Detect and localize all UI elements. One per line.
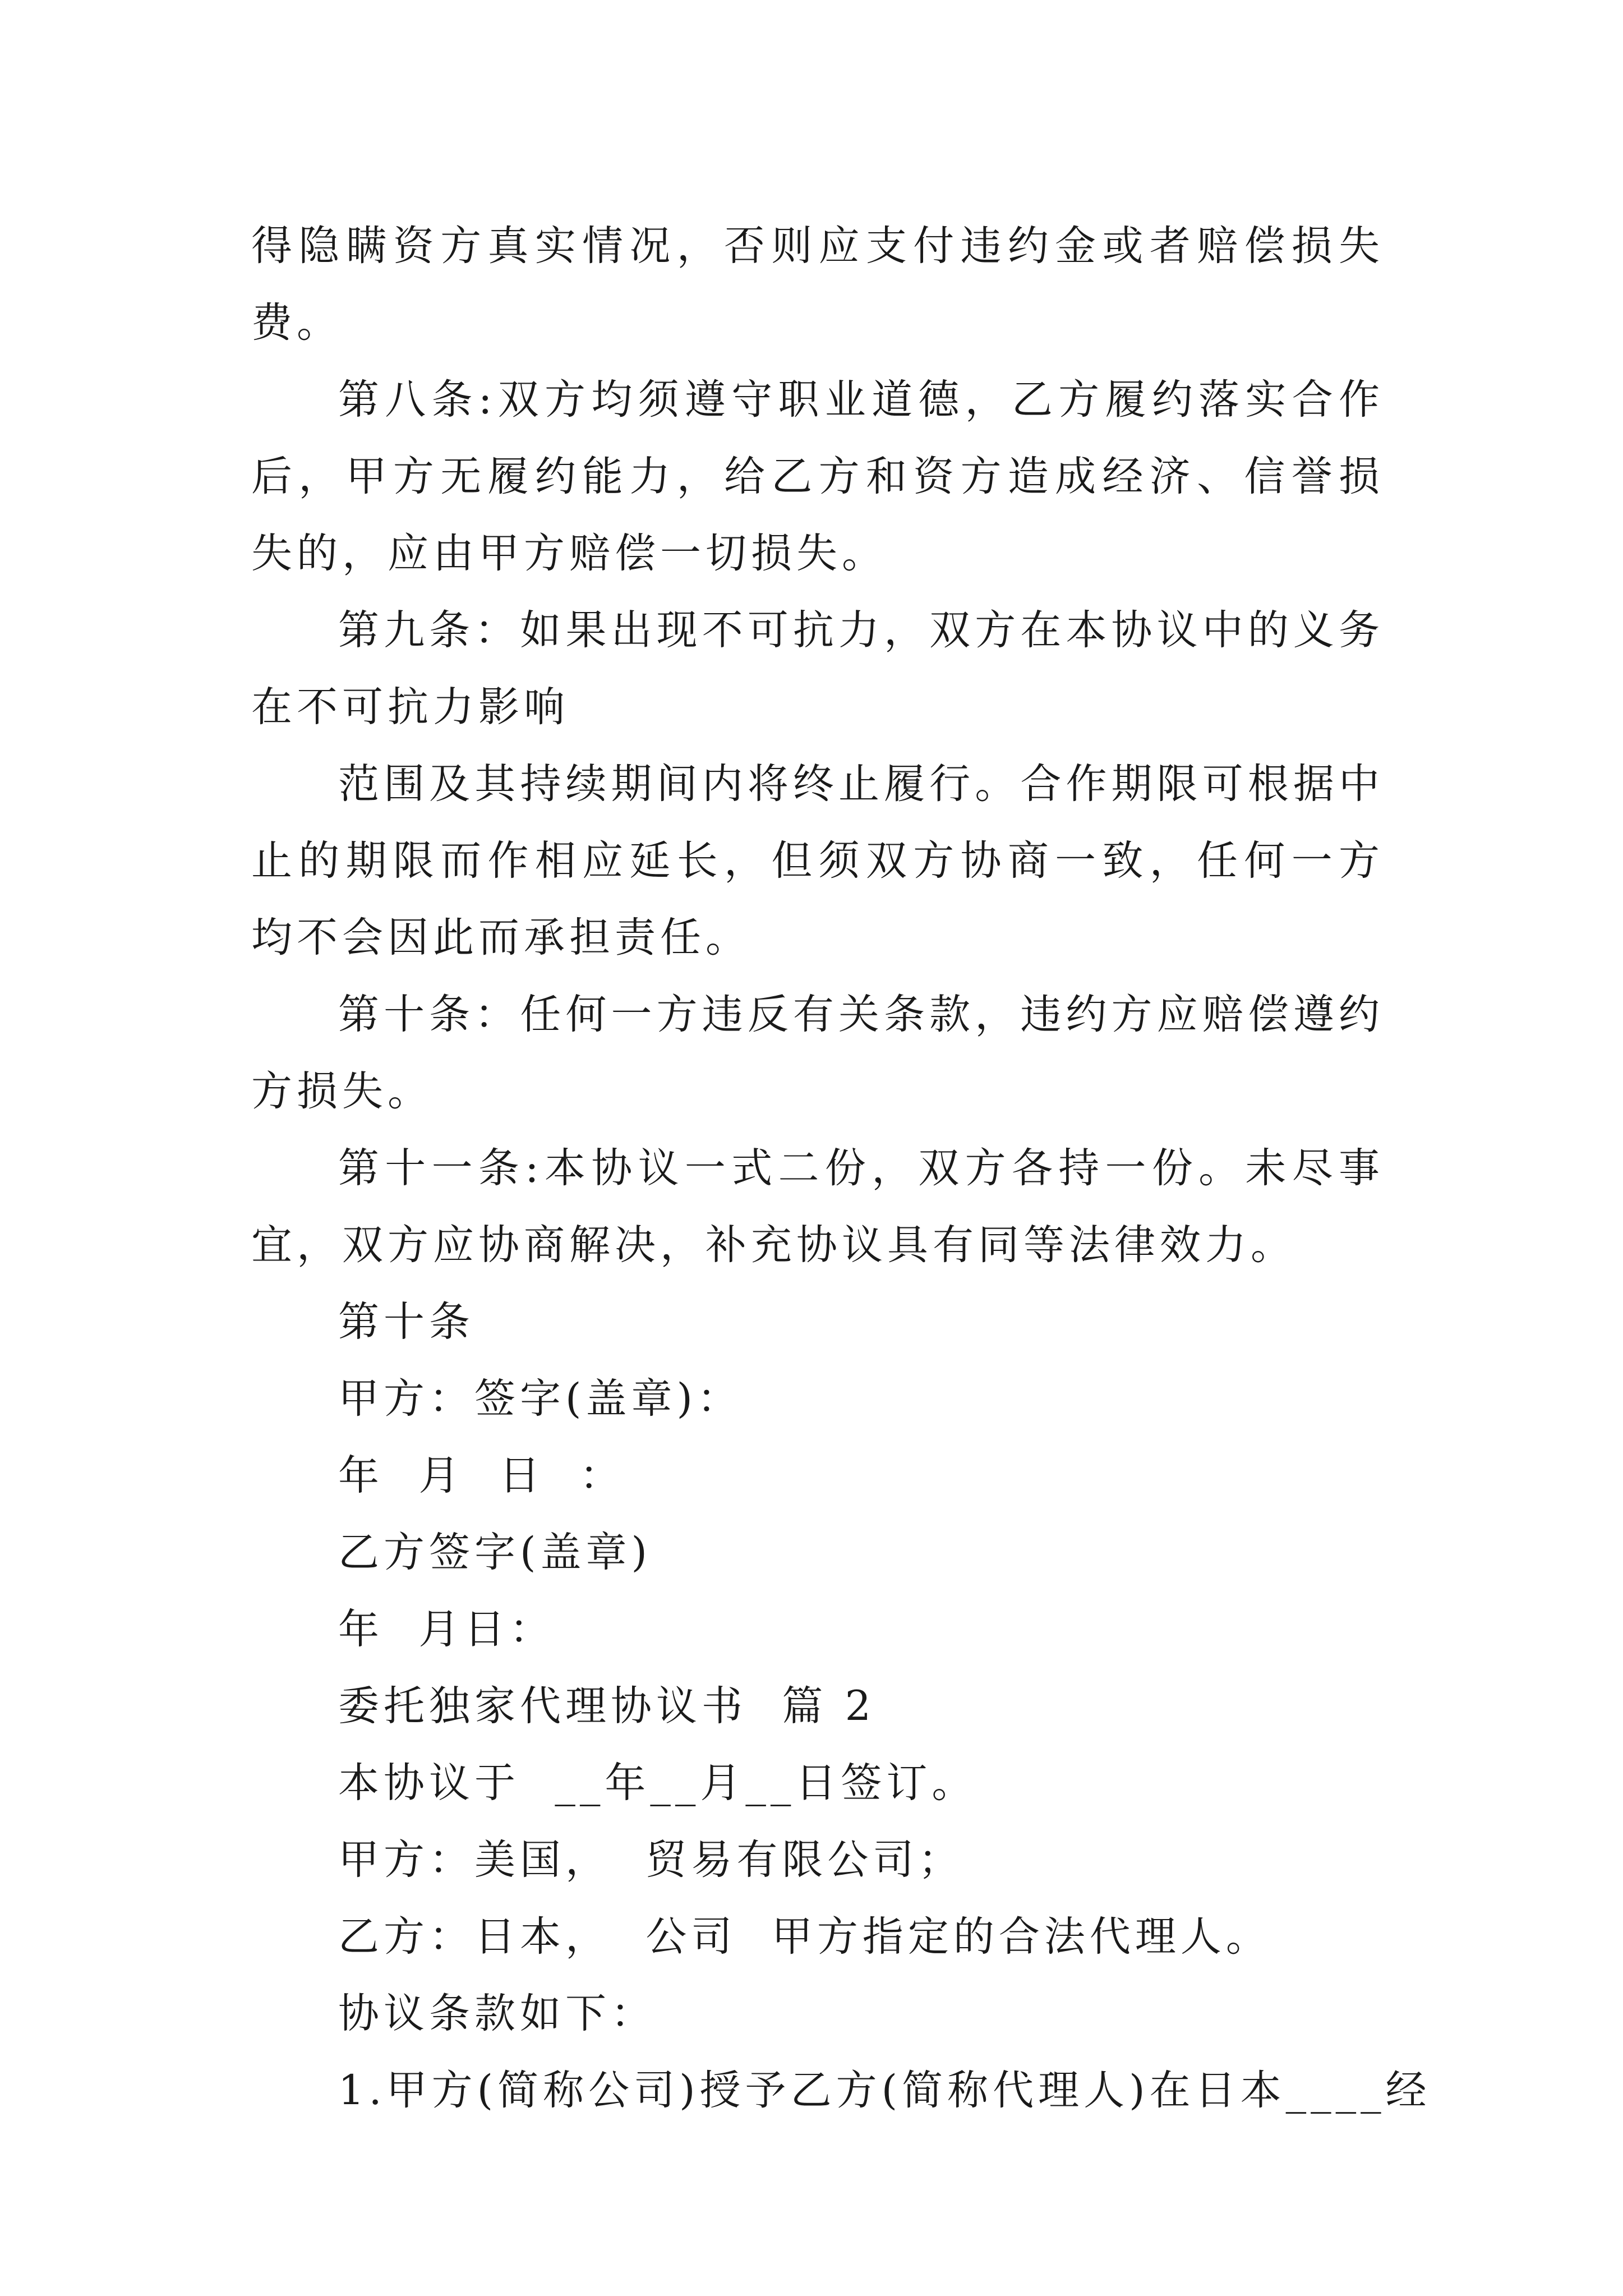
paragraph-article-8: 第八条:双方均须遵守职业道德，乙方履约落实合作后，甲方无履约能力，给乙方和资方造成经济、信誉损失的，应由甲方赔偿一切损失。 [251,376,1384,577]
section-title-part-2: 委托独家代理协议书 篇 2 [338,1682,876,1730]
paragraph-article-9-continued: 范围及其持续期间内将终止履行。合作期限可根据中止的期限而作相应延长，但须双方协商一致，任何一方均不会因此而承担责任。 [251,760,1384,961]
party-b-date-line: 年 月日： [338,1605,555,1653]
terms-intro-line: 协议条款如下： [338,1990,656,2037]
party-b-signature-line: 乙方签字(盖章) [338,1529,652,1576]
party-a-line: 甲方：美国， 贸易有限公司； [338,1836,964,1884]
term-1-line: 1.甲方(简称公司)授予乙方(简称代理人)在日本____经 [338,2067,1431,2114]
paragraph-continuation: 得隐瞒资方真实情况，否则应支付违约金或者赔偿损失费。 [251,222,1384,347]
signing-date-line: 本协议于 __年__月__日签订。 [338,1759,978,1807]
document-body [251,208,1431,2129]
paragraph-article-10: 第十条：任何一方违反有关条款，违约方应赔偿遵约方损失。 [251,991,1384,1115]
party-a-date-line: 年 月 日 ： [338,1452,625,1499]
article-10-heading: 第十条 [338,1298,474,1346]
paragraph-article-11: 第十一条:本协议一式二份，双方各持一份。未尽事宜，双方应协商解决，补充协议具有同等法律效力。 [251,1144,1384,1269]
party-a-signature-line: 甲方：签字(盖章)： [338,1375,743,1423]
paragraph-article-9: 第九条：如果出现不可抗力，双方在本协议中的义务在不可抗力影响 [251,606,1384,731]
party-b-line: 乙方：日本， 公司 甲方指定的合法代理人。 [338,1913,1271,1961]
